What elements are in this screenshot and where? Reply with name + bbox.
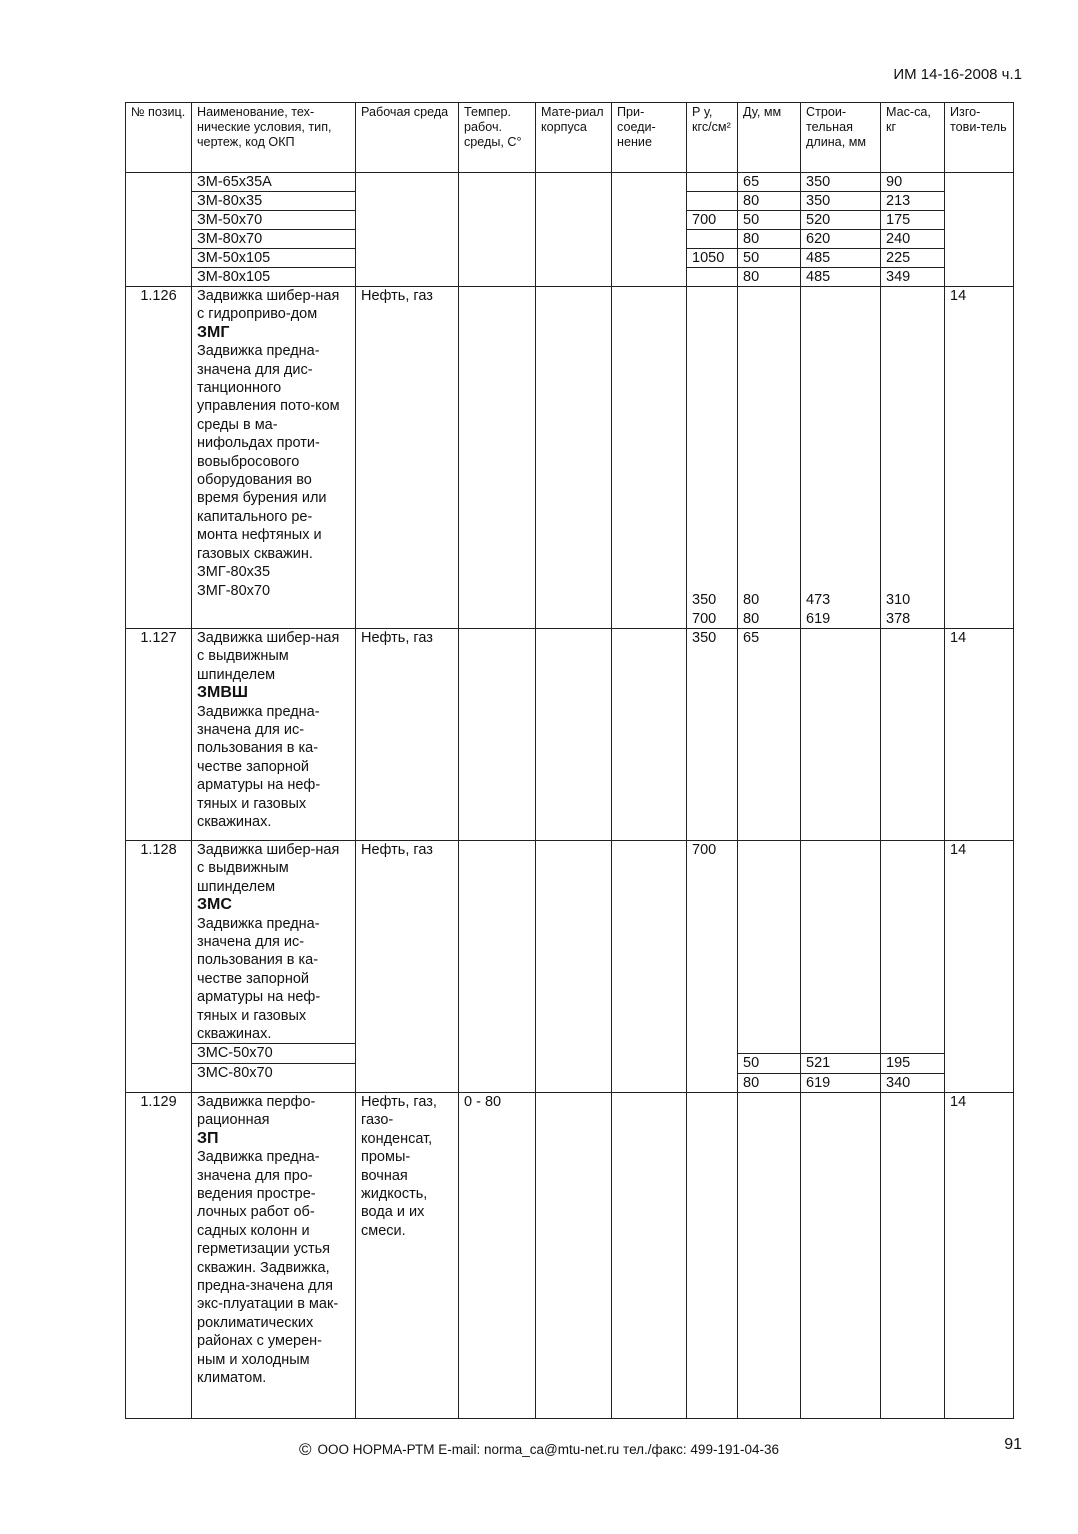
working-medium: Нефть, газ xyxy=(356,841,459,1093)
item-description: Задвижка предна-значена для ис-пользования в ка-честве запорной арматуры на неф-тяных и газовых скважинах. xyxy=(197,915,321,1043)
col-header-material: Мате-риал корпуса xyxy=(536,103,612,173)
manufacturer-code: 14 xyxy=(945,841,1014,1093)
length-value: 620 xyxy=(801,230,881,249)
length-value: 350 xyxy=(801,173,881,192)
length-value: 473 xyxy=(806,592,831,609)
length-value: 485 xyxy=(801,268,881,287)
position-number: 1.129 xyxy=(126,1093,192,1419)
working-medium: Нефть, газ xyxy=(356,287,459,629)
item-title: Задвижка перфо-рационная xyxy=(197,1094,316,1129)
diameter-value: 50 xyxy=(738,249,801,268)
copyright-icon: © xyxy=(299,1440,312,1459)
diameter-value: 80 xyxy=(738,192,801,211)
item-description: Задвижка предна-значена для дис-танционного управления пото-ком среды в ма-нифольдах проти-вовыбросового оборудования во время бурения или капитального ре-монта нефтяных и газовых скважин. xyxy=(197,343,340,562)
diameter-value: 80 xyxy=(738,230,801,249)
mass-value: 340 xyxy=(881,1073,944,1092)
table-row xyxy=(126,841,1014,1093)
footer-contact: ООО НОРМА-РТМ E-mail: norma_ca@mtu-net.ru тел./факс: 499-191-04-36 xyxy=(317,1442,779,1457)
specification-table xyxy=(125,102,1014,1419)
position-number: 1.128 xyxy=(126,841,192,1093)
mass-value: 349 xyxy=(881,268,945,287)
page-footer xyxy=(0,1440,1078,1460)
model-name: ЗМГ-80х70 xyxy=(197,582,271,599)
diameter-value: 65 xyxy=(738,629,801,841)
diameter-value: 80 xyxy=(738,268,801,287)
item-title: Задвижка шибер-ная с гидроприво-дом xyxy=(197,288,340,323)
manufacturer-code: 14 xyxy=(945,1093,1014,1419)
col-header-maker: Изго-тови-тель xyxy=(945,103,1014,173)
col-header-diameter: Ду, мм xyxy=(738,103,801,173)
item-code: ЗМВШ xyxy=(197,684,248,702)
col-header-length: Строи-тельная длина, мм xyxy=(801,103,881,173)
table-row xyxy=(126,173,1014,192)
mass-value: 213 xyxy=(881,192,945,211)
pressure-value xyxy=(687,173,738,192)
length-value: 619 xyxy=(801,1073,880,1092)
page-number: 91 xyxy=(1004,1436,1022,1453)
length-value: 350 xyxy=(801,192,881,211)
position-number: 1.127 xyxy=(126,629,192,841)
mass-value: 225 xyxy=(881,249,945,268)
mass-value: 175 xyxy=(881,211,945,230)
model-name: ЗМГ-80х35 xyxy=(197,564,271,581)
temperature-range: 0 - 80 xyxy=(459,1093,536,1419)
pressure-value: 350 xyxy=(692,592,717,609)
length-value: 521 xyxy=(801,1053,880,1072)
pressure-value: 1050 xyxy=(687,249,738,268)
mass-value: 195 xyxy=(881,1053,944,1072)
manufacturer-code: 14 xyxy=(945,629,1014,841)
length-value: 520 xyxy=(801,211,881,230)
model-name: ЗМ-80х105 xyxy=(192,268,356,287)
pressure-value xyxy=(687,268,738,287)
item-title: Задвижка шибер-ная с выдвижным шпинделем xyxy=(197,842,340,895)
col-header-temperature: Темпер. рабоч. среды, С° xyxy=(459,103,536,173)
length-value: 619 xyxy=(806,610,831,627)
mass-value: 310 xyxy=(886,592,911,609)
model-name: ЗМ-65х35А xyxy=(192,173,356,192)
diameter-value: 50 xyxy=(738,1053,800,1072)
pressure-value: 350 xyxy=(687,629,738,841)
position-number: 1.126 xyxy=(126,287,192,629)
item-code: ЗП xyxy=(197,1129,219,1147)
pressure-value xyxy=(687,230,738,249)
col-header-name: Наименование, тех-нические условия, тип, чертеж, код ОКП xyxy=(192,103,356,173)
item-code: ЗМГ xyxy=(197,323,230,341)
working-medium: Нефть, газ, газо-конденсат, промы-вочная жидкость, вода и их смеси. xyxy=(356,1093,459,1419)
col-header-position: № позиц. xyxy=(126,103,192,173)
model-name: ЗМ-50х105 xyxy=(192,249,356,268)
table-row xyxy=(126,629,1014,841)
manufacturer-code: 14 xyxy=(945,287,1014,629)
pressure-value: 700 xyxy=(692,610,717,627)
pressure-value xyxy=(687,192,738,211)
diameter-value: 65 xyxy=(738,173,801,192)
diameter-value: 50 xyxy=(738,211,801,230)
item-code: ЗМС xyxy=(197,896,232,914)
document-id: ИМ 14-16-2008 ч.1 xyxy=(893,66,1022,83)
mass-value: 378 xyxy=(886,610,911,627)
table-row xyxy=(126,1093,1014,1419)
item-description: Задвижка предна-значена для ис-пользования в ка-честве запорной арматуры на неф-тяных и газовых скважинах. xyxy=(197,703,321,831)
mass-value: 240 xyxy=(881,230,945,249)
diameter-value: 80 xyxy=(738,1073,800,1092)
diameter-value: 80 xyxy=(743,592,760,609)
col-header-mass: Мас-са, кг xyxy=(881,103,945,173)
working-medium: Нефть, газ xyxy=(356,629,459,841)
mass-value: 90 xyxy=(881,173,945,192)
col-header-pressure: Р у, кгс/см² xyxy=(687,103,738,173)
model-name: ЗМ-50х70 xyxy=(192,211,356,230)
col-header-medium: Рабочая среда xyxy=(356,103,459,173)
diameter-value: 80 xyxy=(743,610,760,627)
table-header-row xyxy=(126,103,1014,173)
item-description: Задвижка предна-значена для про-ведения простре-лочных работ об-садных колонн и герметизации устья скважин. Задвижка, предна-значена для экс-плуатации в мак-роклиматических районах с умерен-ным и холодным климатом. xyxy=(197,1149,339,1387)
model-name: ЗМ-80х70 xyxy=(192,230,356,249)
model-name: ЗМС-50х70 xyxy=(192,1043,355,1062)
col-header-connection: При-соеди-нение xyxy=(612,103,687,173)
pressure-value: 700 xyxy=(687,211,738,230)
table-row xyxy=(126,287,1014,629)
length-value: 485 xyxy=(801,249,881,268)
model-name: ЗМС-80х70 xyxy=(192,1063,355,1082)
item-title: Задвижка шибер-ная с выдвижным шпинделем xyxy=(197,630,340,683)
model-name: ЗМ-80х35 xyxy=(192,192,356,211)
pressure-value: 700 xyxy=(687,841,738,1093)
